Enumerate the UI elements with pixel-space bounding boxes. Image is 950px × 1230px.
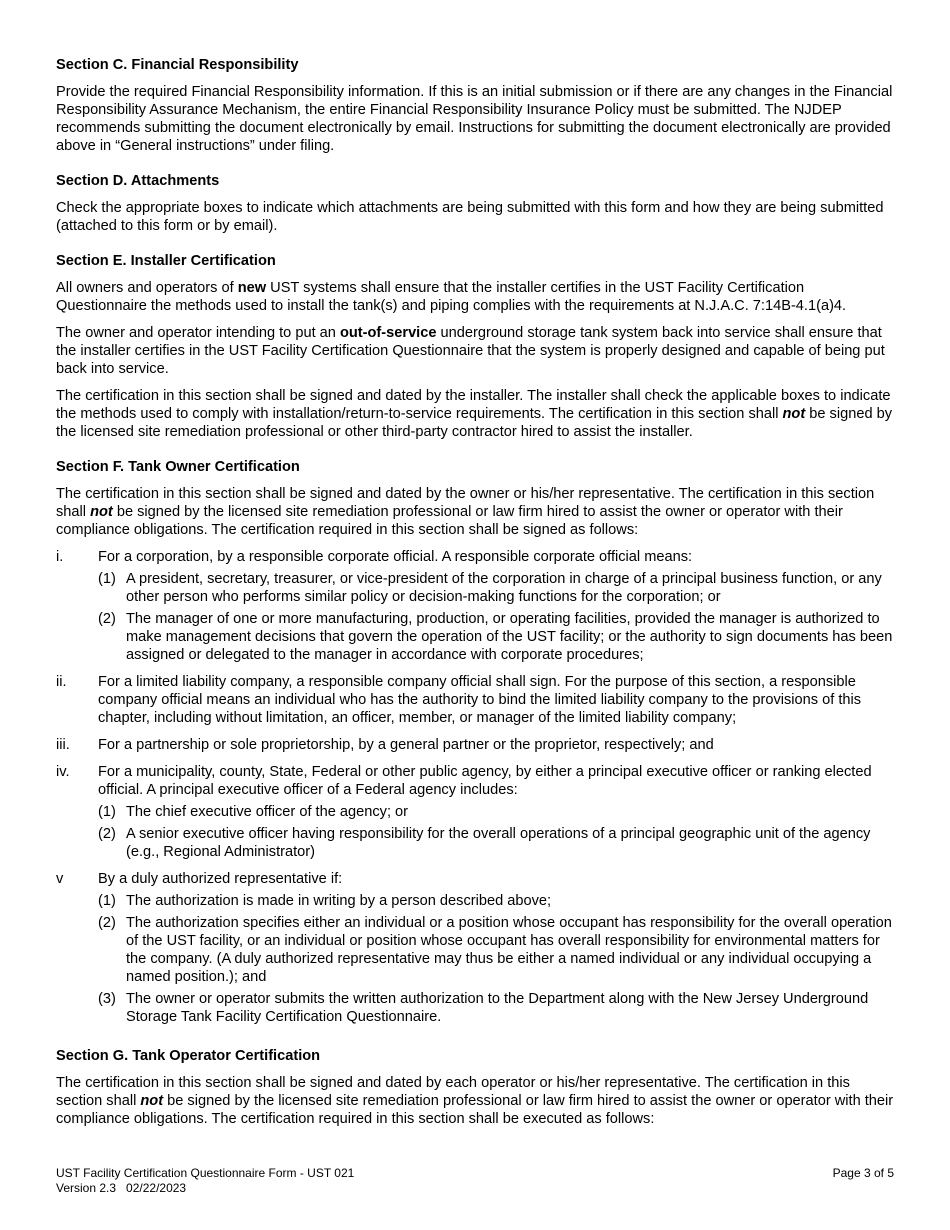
- section-heading: Section F. Tank Owner Certification: [56, 459, 300, 475]
- list-body: [98, 548, 896, 668]
- page-footer: [56, 1166, 894, 1196]
- sub-list-text: The owner or operator submits the written authorization to the Department along with the New Jersey Underground Storage Tank Facility Certification Questionnaire.: [126, 991, 869, 1025]
- sub-list-item: [98, 570, 896, 606]
- document-body: [56, 56, 896, 1145]
- section: [56, 56, 896, 155]
- sub-list-text: A president, secretary, treasurer, or vice-president of the corporation in charge of a principal business function, or any other person who performs similar policy or decision-making functions for the corporation; or: [126, 571, 882, 605]
- sub-list-text: A senior executive officer having responsibility for the overall operations of a principal geographic unit of the agency (e.g., Regional Administrator): [126, 826, 871, 860]
- list-text: By a duly authorized representative if:: [98, 871, 343, 887]
- sub-list-item: [98, 825, 896, 861]
- text-run: The certification in this section shall be signed and dated by the installer. The installer shall check the applicable boxes to indicate the methods used to comply with installation/return-to-service requirements. The certification in this section shall: [56, 388, 891, 422]
- text-run: be signed by the licensed site remediation professional or other third-party contractor hired to assist the installer.: [56, 406, 893, 440]
- sub-list-number: (1): [98, 571, 116, 587]
- section: [56, 172, 896, 235]
- paragraph: [56, 83, 896, 155]
- footer-form-name: UST Facility Certification Questionnaire Form - UST 021: [56, 1166, 355, 1180]
- text-run: be signed by the licensed site remediation professional or law firm hired to assist the owner or operator with their compliance obligations. The certification required in this section shall be signed as follows:: [56, 504, 843, 538]
- section: [56, 1047, 896, 1128]
- text-run: The certification in this section shall be signed and dated by each operator or his/her representative. The certification in this section shall: [56, 1075, 850, 1109]
- list-number: iii.: [56, 737, 70, 753]
- section-heading: Section G. Tank Operator Certification: [56, 1048, 321, 1064]
- list-number: v: [56, 871, 64, 887]
- list-text: For a partnership or sole proprietorship, by a general partner or the proprietor, respectively; and: [98, 737, 714, 753]
- sub-list-number: (1): [98, 893, 116, 909]
- footer-page-number: Page 3 of 5: [832, 1166, 894, 1180]
- section-heading: Section C. Financial Responsibility: [56, 57, 299, 73]
- sub-list-text: The authorization is made in writing by a person described above;: [126, 893, 552, 909]
- list-item: [56, 736, 896, 758]
- sub-list-item: [98, 803, 896, 821]
- section: [56, 458, 896, 1030]
- section: [56, 252, 896, 441]
- paragraph: [56, 279, 896, 315]
- text-run: new: [237, 280, 267, 296]
- sub-list-item: [98, 914, 896, 986]
- paragraph: [56, 324, 896, 378]
- list-item: [56, 548, 896, 668]
- text-run: be signed by the licensed site remediation professional or law firm hired to assist the owner or operator with their compliance obligations. The certification required in this section shall be executed as follows:: [56, 1093, 894, 1127]
- text-run: The certification in this section shall be signed and dated by the owner or his/her representative. The certification in this section shall: [56, 486, 875, 520]
- text-run: The owner and operator intending to put an: [56, 325, 340, 341]
- list-number: iv.: [56, 764, 70, 780]
- sub-list-number: (2): [98, 826, 116, 842]
- paragraph: [56, 199, 896, 235]
- footer-version: Version 2.3 02/22/2023: [56, 1181, 187, 1195]
- paragraph: [56, 387, 896, 441]
- list-body: [98, 673, 896, 731]
- text-run: not: [140, 1093, 164, 1109]
- text-run: out-of-service: [339, 325, 437, 341]
- list-text: For a limited liability company, a responsible company official shall sign. For the purpose of this section, a responsible company official means an individual who has the authority to bind the limited liability company to the provisions of this chapter, including without limitation, an officer, member, or manager of the limited liability company;: [98, 674, 862, 726]
- text-run: Check the appropriate boxes to indicate which attachments are being submitted with this form and how they are being submitted (attached to this form or by email).: [56, 200, 884, 234]
- paragraph: [56, 1074, 896, 1128]
- sub-list-number: (2): [98, 611, 116, 627]
- text-run: not: [90, 504, 113, 520]
- paragraph: [56, 485, 896, 539]
- list-body: [98, 870, 896, 1030]
- sub-list-text: The authorization specifies either an individual or a position whose occupant has responsibility for the overall operation of the UST facility, or an individual or position whose occupant has overall responsibility for environmental matters for the company. (A duly authorized representative may thus be either a named individual or any individual occupying a named position.); and: [126, 915, 892, 985]
- list-body: [98, 763, 896, 865]
- list-item: [56, 763, 896, 865]
- list-number: ii.: [56, 674, 67, 690]
- section-heading: Section E. Installer Certification: [56, 253, 276, 269]
- sub-list-text: The chief executive officer of the agency; or: [126, 804, 409, 820]
- sub-list-item: [98, 990, 896, 1026]
- text-run: All owners and operators of: [56, 280, 238, 296]
- sub-list-number: (1): [98, 804, 116, 820]
- section-heading: Section D. Attachments: [56, 173, 220, 189]
- sub-list-number: (3): [98, 991, 116, 1007]
- sub-list-item: [98, 892, 896, 910]
- list-item: [56, 870, 896, 1030]
- list-body: [98, 736, 896, 758]
- sub-list-text: The manager of one or more manufacturing, production, or operating facilities, provided the manager is authorized to make management decisions that govern the operation of the UST facility; or the authority to sign documents has been assigned or delegated to the manager in accordance with corporate procedures;: [126, 611, 893, 663]
- sub-list-number: (2): [98, 915, 116, 931]
- text-run: underground storage tank system back into service shall ensure that the installer certifies in the UST Facility Certification Questionnaire that the system is properly designed and capable of being put back into service.: [56, 325, 885, 377]
- list-text: For a municipality, county, State, Federal or other public agency, by either a principal executive officer or ranking elected official. A principal executive officer of a Federal agency includes:: [98, 764, 872, 798]
- list-number: i.: [56, 549, 64, 565]
- sub-list-item: [98, 610, 896, 664]
- text-run: UST systems shall ensure that the installer certifies in the UST Facility Certification Questionnaire the methods used to install the tank(s) and piping complies with the requirements at N.J.A.C. 7:14B-4.1(a)4.: [56, 280, 847, 314]
- list-text: For a corporation, by a responsible corporate official. A responsible corporate official means:: [98, 549, 693, 565]
- list-item: [56, 673, 896, 731]
- text-run: Provide the required Financial Responsibility information. If this is an initial submission or if there are any changes in the Financial Responsibility Assurance Mechanism, the entire Financial Responsibility Insurance Policy must be submitted. The NJDEP recommends submitting the document electronically by email. Instructions for submitting the document electronically are provided above in “General instructions” under filing.: [56, 84, 893, 154]
- text-run: not: [782, 406, 806, 422]
